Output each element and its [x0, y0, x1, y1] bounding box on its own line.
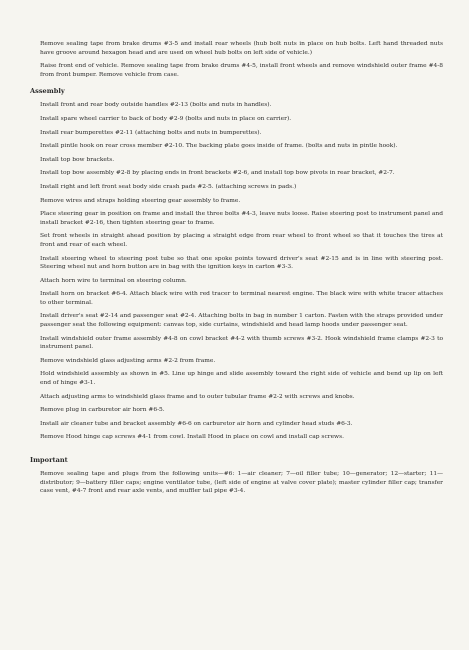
- assembly-step: Hold windshield assembly as shown in #5. Line up hinge and slide assembly toward the right side of vehicle and bend up lip on left end of hinge #3-1.: [40, 371, 443, 387]
- assembly-step: Install steering wheel to steering post tube so that one spoke points toward driver's seat #2-15 and is in line with steering post. Steering wheel nut and horn button are in bag with the ignition keys in carton #3-3.: [40, 255, 443, 271]
- intro-paragraph-rear-wheels: Remove sealing tape from brake drums #3-5 and install rear wheels (hub bolt nuts in place on hub bolts. Left hand threaded nuts have groove around hexagon head and are used on wheel hub bolts on left side of vehicle.): [40, 41, 443, 56]
- assembly-step: Attach horn wire to terminal on steering column.: [40, 277, 187, 284]
- assembly-step: Install air cleaner tube and bracket assembly #6-6 on carburetor air horn and cylinder head studs #6-3.: [40, 420, 353, 427]
- assembly-step: Attach adjusting arms to windshield glass frame and to outer tubular frame #2-2 with screws and knobs.: [40, 393, 355, 400]
- section-heading-assembly: Assembly: [30, 87, 65, 96]
- assembly-step: Install top bow brackets.: [40, 156, 115, 163]
- assembly-step: Remove plug in carburetor air horn #6-5.: [40, 407, 165, 414]
- assembly-step: Remove windshield glass adjusting arms #2-2 from frame.: [40, 357, 216, 364]
- section-heading-important: Important: [30, 456, 68, 464]
- assembly-step: Install horn on bracket #6-4. Attach black wire with red tracer to terminal nearest engine. The black wire with white tracer attaches to other terminal.: [40, 291, 443, 306]
- assembly-step: Remove wires and straps holding steering gear assembly to frame.: [40, 197, 241, 204]
- assembly-step: Install driver's seat #2-14 and passenger seat #2-4. Attaching bolts in bag in number 1 carton. Fasten with the straps provided under passenger seat the following equipment: canvas top, side curtains, windshield and head lamp hoods under passenger seat.: [40, 313, 443, 329]
- assembly-step: Install right and left front seat body side crash pads #2-5. (attaching screws in pads.): [40, 183, 297, 190]
- assembly-step: Install top bow assembly #2-8 by placing ends in front brackets #2-6, and install top bow pivots in rear bracket, #2-7.: [40, 170, 395, 177]
- assembly-step: Install spare wheel carrier to back of body #2-9 (bolts and nuts in place on carrier).: [40, 115, 292, 122]
- important-paragraph: Remove sealing tape and plugs from the following units—#6: 1—air cleaner; 7—oil filler tube; 10—generator; 12—starter; 11—distributor; 9—battery filler caps; engine ventilator tube, (left side of engine at valve cover plate); master cylinder filler cap; transfer case vent, #4-7 front and rear axle vents, and muffler tail pipe #3-4.: [40, 471, 443, 495]
- assembly-step: Install windshield outer frame assembly #4-8 on cowl bracket #4-2 with thumb screws #3-2. Hook windshield frame clamps #2-3 to instrument panel.: [40, 335, 443, 351]
- assembly-step: Set front wheels in straight ahead position by placing a straight edge from rear wheel to front wheel so that it touches the tires at front and rear of each wheel.: [40, 233, 443, 248]
- assembly-step: Remove Hood hinge cap screws #4-1 from cowl. Install Hood in place on cowl and install cap screws.: [40, 434, 344, 441]
- intro-paragraph-front-wheels: Raise front end of vehicle. Remove sealing tape from brake drums #4-5, install front wheels and remove windshield outer frame #4-8 from front bumper. Remove vehicle from case.: [40, 63, 443, 78]
- assembly-step: Install rear bumperettes #2-11 (attaching bolts and nuts in bumperettes).: [40, 129, 262, 136]
- assembly-step: Install pintle hook on rear cross member #2-10. The backing plate goes inside of frame. (bolts and nuts in pintle hook).: [40, 143, 398, 150]
- assembly-step: Install front and rear body outside handles #2-13 (bolts and nuts in handles).: [40, 102, 272, 109]
- assembly-step: Place steering gear in position on frame and install the three bolts #4-3, leave nuts loose. Raise steering post to instrument panel and install bracket #2-16, then tighten steering gear to frame.: [40, 211, 443, 226]
